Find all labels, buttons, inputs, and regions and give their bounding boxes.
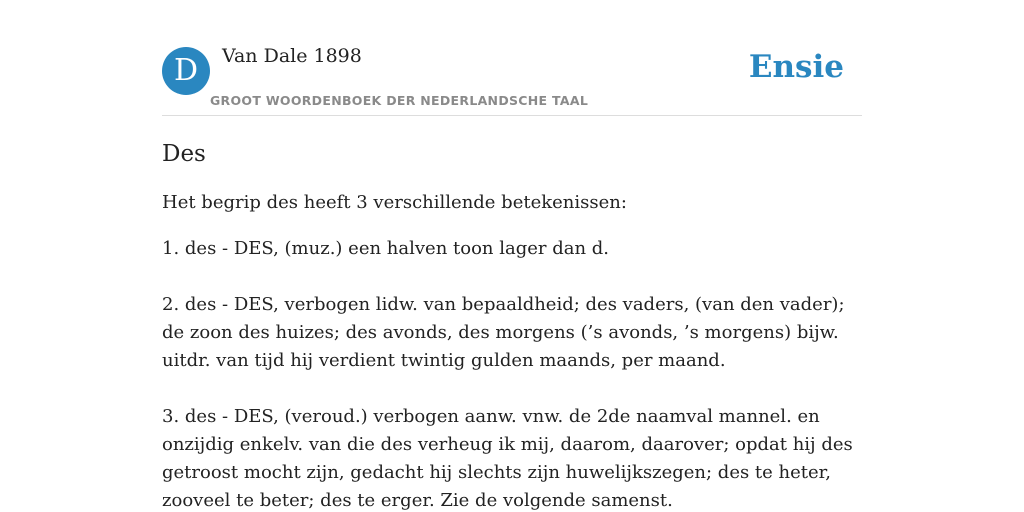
definition-item: 1. des - DES, (muz.) een halven toon lager dan d. [162,238,610,259]
brand-logo-link[interactable]: Ensie [748,49,844,85]
dictionary-title[interactable]: Van Dale 1898 [222,45,362,67]
definition-item: 3. des - DES, (veroud.) verbogen aanw. vnw. de 2de naamval mannel. en onzijdig enkelv. van die des verheug ik mij, daarom, daarover; opdat hij des getroost mocht zijn, gedacht hij slechts zijn huwelijkszegen; des te heter, zooveel te beter; des te erger. Zie de volgende samenst. [162,406,853,511]
dictionary-subtitle: GROOT WOORDENBOEK DER NEDERLANDSCHE TAAL [210,93,589,108]
entry-intro: Het begrip des heeft 3 verschillende betekenissen: [162,192,627,213]
definition-item: 2. des - DES, verbogen lidw. van bepaaldheid; des vaders, (van den vader); de zoon des huizes; des avonds, des morgens (’s avonds, ’s morgens) bijw. uitdr. van tijd hij verdient twintig gulden maands, per maand. [162,294,845,371]
definition-list [162,235,862,512]
dictionary-header [162,0,862,116]
entry-word-title: Des [162,141,206,167]
entry-content [162,138,862,512]
dictionary-logo[interactable]: D [162,47,210,95]
